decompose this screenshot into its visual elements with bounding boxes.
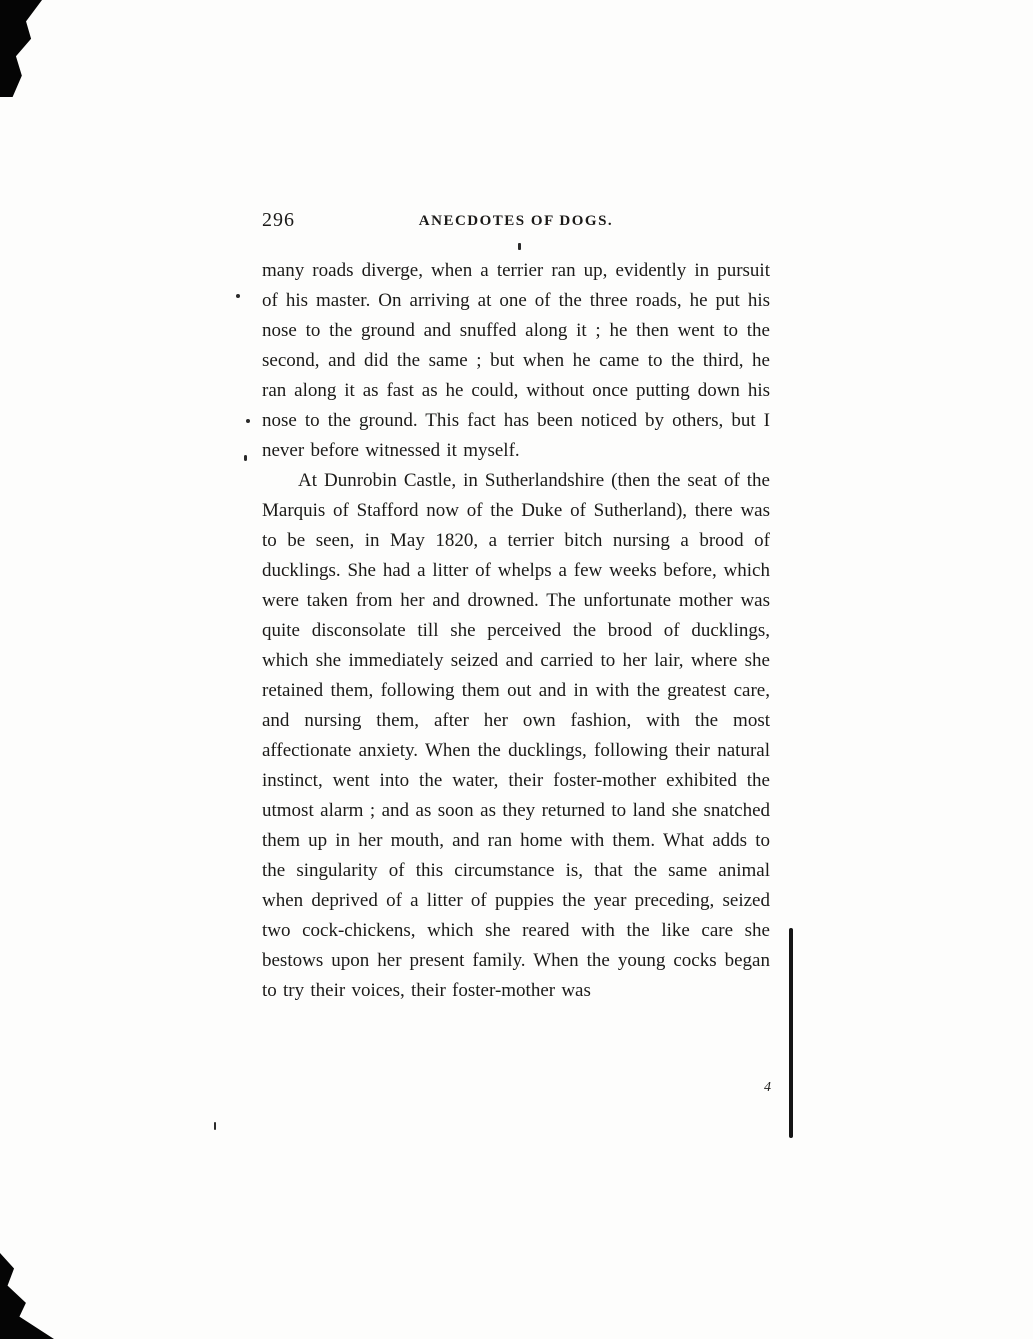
- signature-mark: 4: [764, 1080, 771, 1095]
- scan-speck: [244, 455, 247, 461]
- scan-speck: [518, 243, 521, 250]
- scan-artifact-right-edge-line: [789, 928, 793, 1138]
- body-text: [262, 256, 770, 1006]
- scan-speck: [246, 419, 250, 423]
- paragraph: At Dunrobin Castle, in Sutherlandshire (then the seat of the Marquis of Stafford now of the Duke of Sutherland), there was to be seen, in May 1820, a terrier bitch nursing a brood of ducklings. She had a litter of whelps a few weeks before, which were taken from her and drowned. The unfortunate mother was quite disconsolate till she perceived the brood of ducklings, which she immediately seized and carried to her lair, where she retained them, following them out and in with the greatest care, and nursing them, after her own fashion, with the most affectionate anxiety. When the ducklings, following their natural instinct, went into the water, their foster-mother exhibited the utmost alarm ; and as soon as they returned to land she snatched them up in her mouth, and ran home with them. What adds to the singularity of this circumstance is, that the same animal when deprived of a litter of puppies the year preceding, seized two cock-chickens, which she reared with the like care she bestows upon her present family. When the young cocks began to try their voices, their foster-mother was: [262, 470, 770, 1001]
- page-header: [262, 208, 770, 238]
- scan-speck: [236, 294, 240, 298]
- paragraph: many roads diverge, when a terrier ran up, evidently in pursuit of his master. On arriving at one of the three roads, he put his nose to the ground and snuffed along it ; he then went to the second, and did the same ; but when he came to the third, he ran along it as fast as he could, without once putting down his nose to the ground. This fact has been noticed by others, but I never before witnessed it myself.: [262, 260, 770, 461]
- scan-artifact-bottom-left: [0, 1253, 54, 1339]
- running-head-title: ANECDOTES OF DOGS.: [418, 213, 614, 229]
- page-number: 296: [262, 209, 295, 231]
- scan-speck: [214, 1122, 216, 1130]
- scan-artifact-top-left: [0, 0, 42, 97]
